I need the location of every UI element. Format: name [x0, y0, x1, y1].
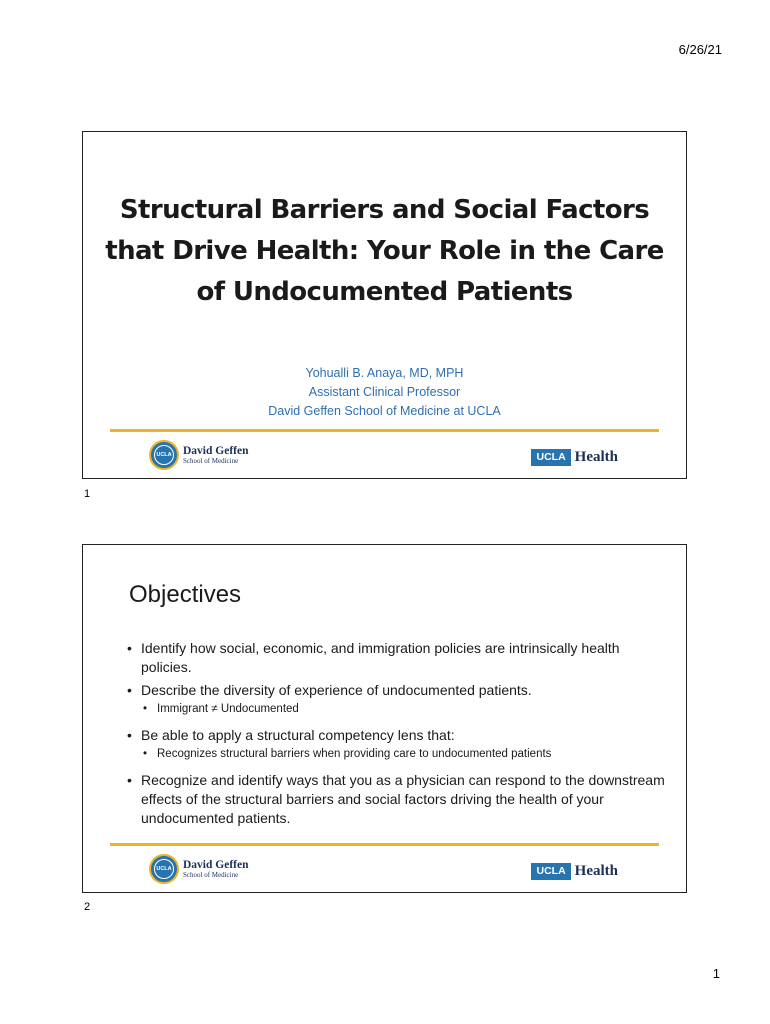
gold-divider: [110, 429, 659, 432]
dgsom-name: David Geffen: [183, 444, 249, 457]
list-item: • Be able to apply a structural competency lens that:: [127, 726, 667, 745]
ucla-seal-icon: UCLA: [149, 854, 179, 884]
ucla-health-logo: [531, 863, 618, 880]
list-item: • Identify how social, economic, and immigration policies are intrinsically health policies.: [127, 639, 667, 677]
list-item: • Recognize and identify ways that you as a physician can respond to the downstream effects of the structural barriers and social factors driving the health of your undocumented patients.: [127, 771, 667, 828]
slide-number-2: 2: [84, 901, 91, 913]
ucla-box: UCLA: [531, 863, 570, 880]
presenter-info: [83, 364, 686, 421]
slide-2: [82, 544, 687, 893]
ucla-seal-icon: UCLA: [149, 440, 179, 470]
health-text: Health: [574, 449, 618, 465]
list-item: • Describe the diversity of experience of undocumented patients.: [127, 681, 667, 700]
dgsom-sub: School of Medicine: [183, 456, 239, 465]
dgsom-logo: [149, 854, 248, 884]
objectives-list: [127, 639, 667, 832]
dgsom-logo: [149, 440, 248, 470]
slide-number-1: 1: [84, 488, 91, 500]
dgsom-name: David Geffen: [183, 858, 249, 871]
slide-2-title: Objectives: [129, 581, 242, 608]
health-text: Health: [574, 863, 618, 879]
presenter-position: Assistant Clinical Professor: [308, 385, 461, 399]
sub-list-item: • Recognizes structural barriers when providing care to undocumented patients: [127, 747, 667, 762]
page-number: 1: [712, 966, 720, 981]
ucla-health-logo: [531, 449, 618, 466]
dgsom-sub: School of Medicine: [183, 870, 239, 879]
presenter-institution: David Geffen School of Medicine at UCLA: [268, 404, 501, 418]
presenter-name: Yohualli B. Anaya, MD, MPH: [305, 366, 464, 380]
slide-1-title: Structural Barriers and Social Factors that Drive Health: Your Role in the Care of Undocumented Patients: [105, 195, 664, 307]
gold-divider: [110, 843, 659, 846]
page-date: 6/26/21: [678, 42, 722, 57]
sub-list-item: • Immigrant ≠ Undocumented: [127, 702, 667, 717]
ucla-box: UCLA: [531, 449, 570, 466]
slide-1: [82, 131, 687, 479]
